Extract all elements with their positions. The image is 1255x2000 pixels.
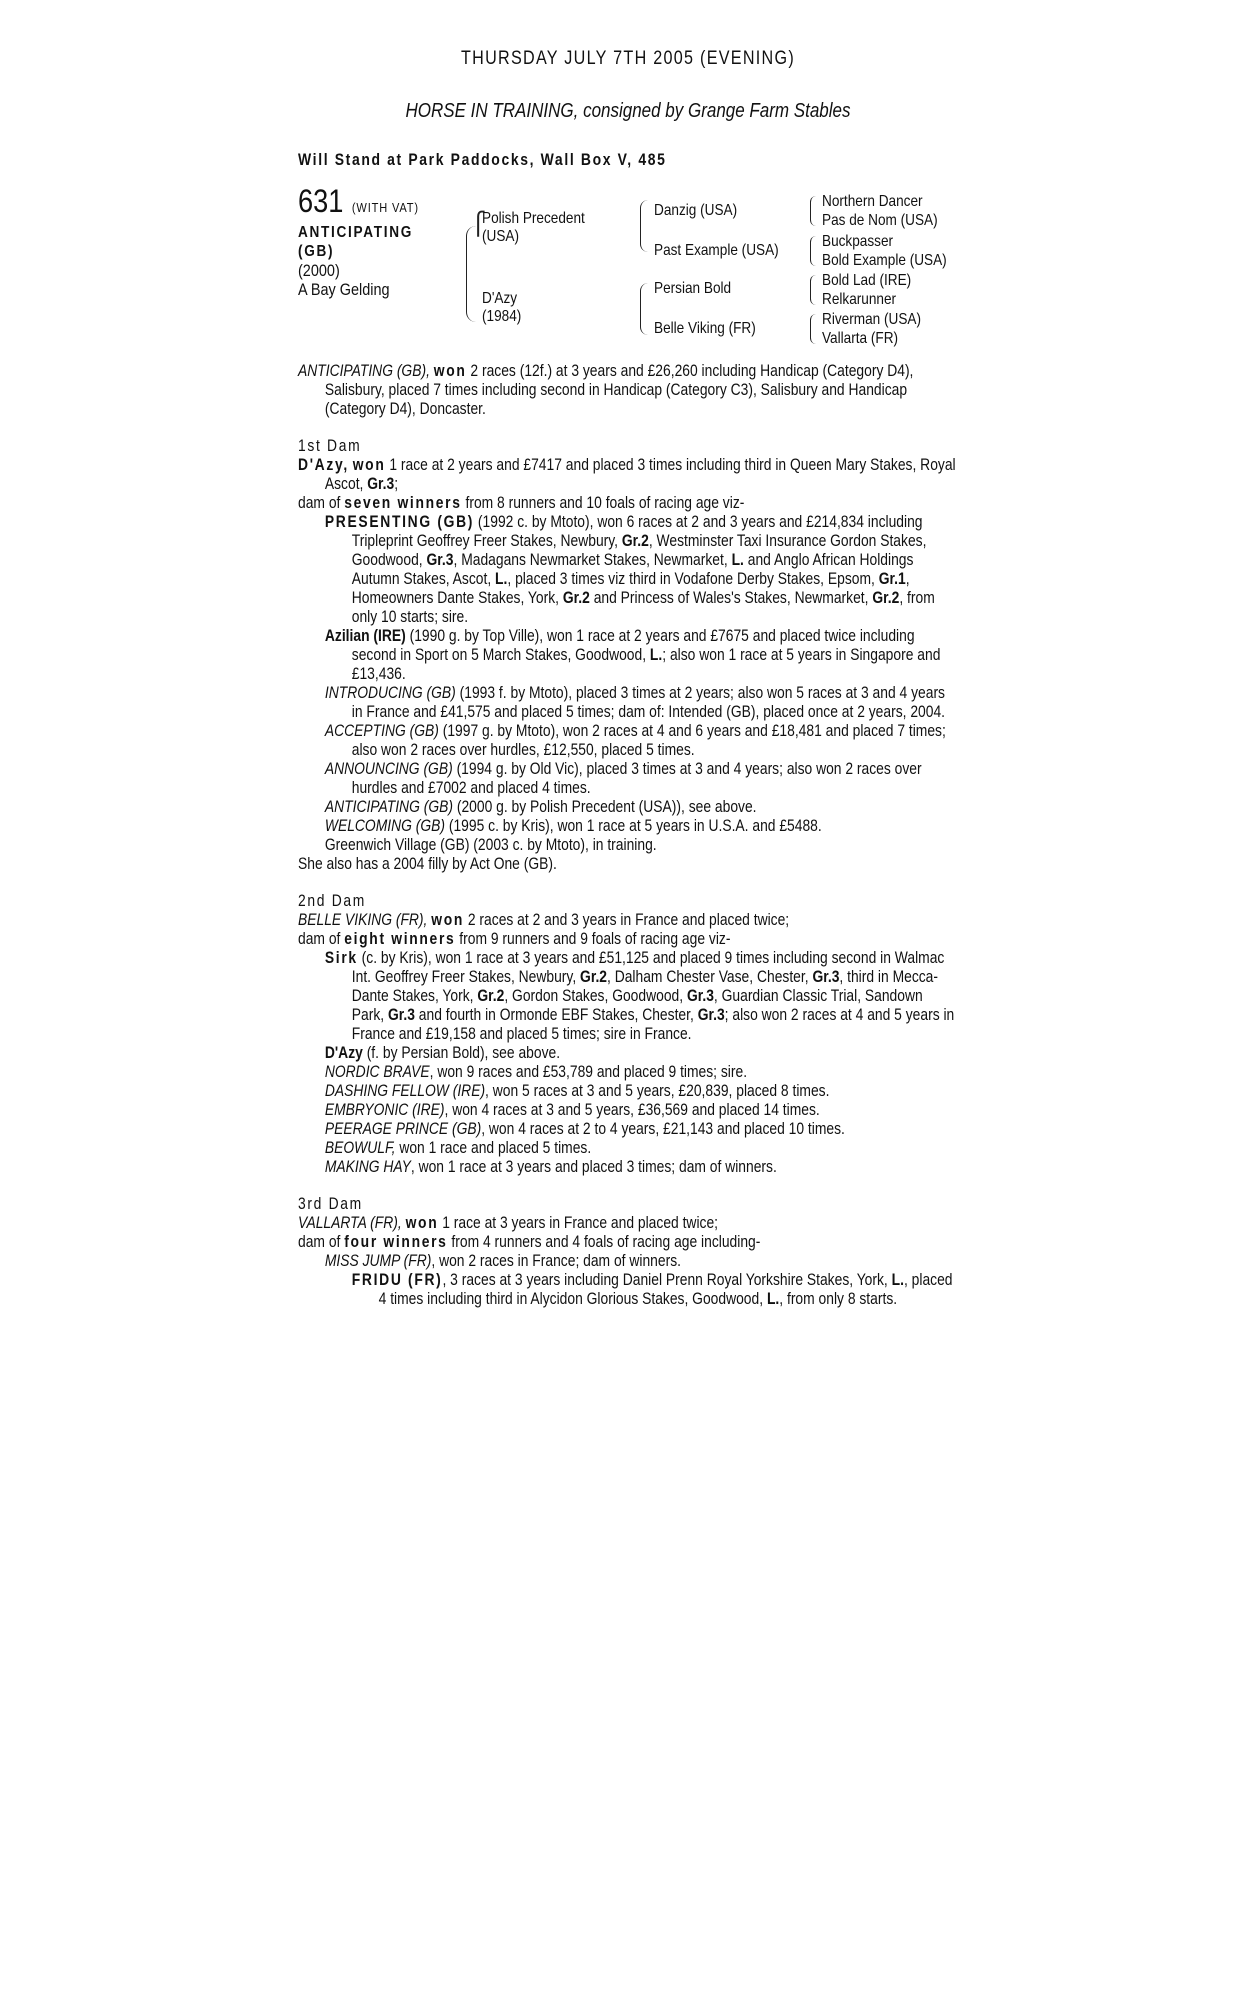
produce-accepting [298, 722, 957, 760]
produce-text: , Guardian Classic Trial, Sandown Park, [351, 987, 923, 1024]
dss: Bold Lad (IRE) [822, 272, 912, 289]
produce-nordic-brave [298, 1063, 957, 1082]
produce-text: , won 4 races at 3 and 5 years, £36,569 and placed 14 times. [444, 1101, 820, 1119]
produce-text: (1993 f. by Mtoto), placed 3 times at 2 years; also won 5 races at 3 and 4 years in France and £41,575 and placed 5 times; dam of: Intended (GB), placed once at 2 years, 2004. [351, 684, 946, 721]
dam-year: (1984) [482, 308, 522, 325]
grade: Gr.3 [686, 987, 714, 1005]
sire-line-brace [640, 200, 649, 252]
dam-sire: Persian Bold [654, 280, 732, 297]
dsd: Relkarunner [822, 291, 897, 308]
grade: Gr.2 [580, 968, 608, 986]
produce-dazy [298, 1044, 957, 1063]
produce-announcing [298, 760, 957, 798]
sire-country: (USA) [482, 228, 520, 245]
produce-fridu [298, 1271, 957, 1309]
produce-anticipating [298, 798, 957, 817]
first-dam-title: 1st Dam [298, 437, 362, 455]
dds: Riverman (USA) [822, 311, 921, 328]
sire [482, 210, 585, 246]
produce-name: ANTICIPATING (GB) [324, 798, 453, 816]
grade: Gr.2 [872, 589, 900, 607]
damof-pre: dam of [298, 1233, 341, 1251]
body-condensed [298, 362, 957, 1309]
produce-text: , from only 10 starts; sire. [351, 589, 935, 626]
won-word: won [433, 362, 467, 380]
ddd: Vallarta (FR) [822, 330, 899, 347]
won-word: won [405, 1214, 439, 1232]
horse-country: (GB) [298, 243, 335, 260]
produce-greenwich-village [298, 836, 957, 855]
won-word: won [431, 911, 465, 929]
grade: Gr.3 [387, 1006, 415, 1024]
produce-text: , 3 races at 3 years including Daniel Prenn Royal Yorkshire Stakes, York, [442, 1271, 888, 1289]
first-dam-name: D'Azy, [298, 456, 349, 474]
sss: Northern Dancer [822, 193, 923, 210]
produce-sirk [298, 949, 957, 1044]
gen3-brace-2 [810, 236, 817, 266]
winners-count: four winners [344, 1233, 448, 1251]
horse-summary [298, 362, 957, 419]
sire-bracket: ⎧ [470, 212, 487, 237]
produce-text: , Gordon Stakes, Goodwood, [504, 987, 684, 1005]
second-dam-text: 2 races at 2 and 3 years in France and placed twice; [467, 911, 790, 929]
produce-azilian [298, 627, 957, 684]
third-dam-text: 1 race at 3 years in France and placed twice; [442, 1214, 719, 1232]
gen3-brace-4 [810, 314, 817, 344]
produce-text: , Homeowners Dante Stakes, York, [351, 570, 910, 607]
dam-dam: Belle Viking (FR) [654, 320, 756, 337]
produce-text: won 1 race and placed 5 times. [399, 1139, 592, 1157]
produce-name: FRIDU (FR) [351, 1271, 443, 1289]
dam-line-brace [640, 283, 649, 335]
grade: Gr.1 [878, 570, 906, 588]
won-word: won [352, 456, 386, 474]
sire-name: Polish Precedent [482, 210, 585, 227]
listed: L. [649, 646, 663, 664]
third-dam-record [298, 1214, 957, 1233]
listed: L. [766, 1290, 780, 1308]
sdd: Bold Example (USA) [822, 252, 947, 269]
listed: L. [891, 1271, 904, 1289]
produce-text: , won 5 races at 3 and 5 years, £20,839, placed 8 times. [485, 1082, 830, 1100]
produce-text: (c. by Kris), won 1 race at 3 years and £51,125 and placed 9 times including second in Walmac Int. Geoffrey Freer Stakes, Newbury, [351, 949, 945, 986]
grade: Gr.3 [812, 968, 840, 986]
sire-dam: Past Example (USA) [654, 242, 779, 259]
horse-summary-text: 2 races (12f.) at 3 years and £26,260 including Handicap (Category D4), Salisbury, placed 7 times including second in Handicap (Category C3), Salisbury and Handicap (Category D4), Doncaster. [324, 362, 914, 418]
second-dam-title: 2nd Dam [298, 892, 367, 910]
produce-text: ; also won 2 races at 4 and 5 years in France and £19,158 and placed 5 times; sire in France. [351, 1006, 955, 1043]
produce-text: , won 4 races at 2 to 4 years, £21,143 and placed 10 times. [481, 1120, 845, 1138]
produce-text: and fourth in Ormonde EBF Stakes, Chester, [418, 1006, 694, 1024]
produce-name: MISS JUMP (FR) [324, 1252, 432, 1270]
produce-text: ; also won 1 race at 5 years in Singapore and £13,436. [351, 646, 941, 683]
produce-name: ACCEPTING (GB) [324, 722, 439, 740]
produce-name: NORDIC BRAVE [324, 1063, 430, 1081]
ssd: Pas de Nom (USA) [822, 212, 938, 229]
produce-name: PEERAGE PRINCE (GB) [324, 1120, 482, 1138]
sds: Buckpasser [822, 233, 894, 250]
first-dam-record [298, 456, 957, 494]
produce-name: INTRODUCING (GB) [324, 684, 456, 702]
punct: ; [394, 475, 399, 493]
horse-name: ANTICIPATING [298, 224, 414, 241]
damof-post: from 8 runners and 10 foals of racing age viz- [465, 494, 745, 512]
consignor-line: HORSE IN TRAINING, consigned by Grange Farm Stables [405, 100, 851, 122]
second-dam-produce-summary [298, 930, 957, 949]
produce-peerage-prince [298, 1120, 957, 1139]
grade: Gr.2 [477, 987, 505, 1005]
produce-embryonic [298, 1101, 957, 1120]
first-dam-produce-summary [298, 494, 957, 513]
produce-text: , Westminster Taxi Insurance Gordon Stakes, Goodwood, [351, 532, 927, 569]
produce-presenting [298, 513, 957, 627]
produce-name: D'Azy [324, 1044, 363, 1062]
winners-count: seven winners [344, 494, 462, 512]
produce-text: , placed 3 times viz third in Vodafone Derby Stakes, Epsom, [507, 570, 875, 588]
lot-info [298, 183, 440, 299]
horse-description: A Bay Gelding [298, 280, 390, 299]
produce-text: (2000 g. by Polish Precedent (USA)), see above. [456, 798, 757, 816]
grade: Gr.3 [367, 475, 395, 493]
produce-text: , won 1 race at 3 years and placed 3 times; dam of winners. [410, 1158, 777, 1176]
third-dam-title: 3rd Dam [298, 1195, 363, 1213]
produce-text: (1990 g. by Top Ville), won 1 race at 2 years and £7675 and placed twice including second in Sport on 5 March Stakes, Goodwood, [351, 627, 915, 664]
lot-number-row [298, 183, 419, 219]
second-dam-name: BELLE VIKING (FR), [298, 911, 428, 929]
produce-name: DASHING FELLOW (IRE) [324, 1082, 486, 1100]
horse-summary-name: ANTICIPATING (GB), [298, 362, 430, 380]
third-dam-name: VALLARTA (FR), [298, 1214, 402, 1232]
pedigree-main-brace [466, 226, 477, 322]
produce-beowulf [298, 1139, 957, 1158]
first-dam-text: 1 race at 2 years and £7417 and placed 3 times including third in Queen Mary Stakes, Royal Ascot, [324, 456, 956, 493]
grade: Gr.3 [426, 551, 454, 569]
listed: L. [731, 551, 744, 569]
produce-text: , from only 8 starts. [779, 1290, 898, 1308]
gen3-brace-3 [810, 275, 817, 305]
dam-name: D'Azy [482, 290, 518, 307]
produce-text: (1995 c. by Kris), won 1 race at 5 years in U.S.A. and £5488. [448, 817, 822, 835]
produce-introducing [298, 684, 957, 722]
horse-year: (2000) [298, 261, 340, 280]
produce-text: , Dalham Chester Vase, Chester, [607, 968, 809, 986]
produce-dashing-fellow [298, 1082, 957, 1101]
damof-pre: dam of [298, 494, 341, 512]
produce-text: (1997 g. by Mtoto), won 2 races at 4 and 6 years and £18,481 and placed 7 times; also won 2 races over hurdles, £12,550, placed 5 times. [351, 722, 946, 759]
produce-name: EMBRYONIC (IRE) [324, 1101, 445, 1119]
stable-location-text: Will Stand at Park Paddocks, Wall Box V, 485 [298, 150, 667, 169]
dam [482, 290, 521, 326]
produce-text: , third in Mecca-Dante Stakes, York, [351, 968, 939, 1005]
lot-number: 631 [298, 183, 344, 219]
winners-count: eight winners [344, 930, 456, 948]
produce-miss-jump [298, 1252, 957, 1271]
produce-welcoming [298, 817, 957, 836]
grade: Gr.2 [621, 532, 649, 550]
produce-making-hay [298, 1158, 957, 1177]
produce-text: , Madagans Newmarket Stakes, Newmarket, [453, 551, 728, 569]
produce-text: , won 9 races and £53,789 and placed 9 times; sire. [429, 1063, 748, 1081]
grade: Gr.3 [697, 1006, 725, 1024]
produce-text: and Princess of Wales's Stakes, Newmarket, [593, 589, 869, 607]
second-dam-record [298, 911, 957, 930]
produce-text: Greenwich Village (GB) (2003 c. by Mtoto), in training. [324, 836, 657, 854]
produce-text: , won 2 races in France; dam of winners. [431, 1252, 681, 1270]
stable-location [298, 150, 747, 170]
produce-name: BEOWULF, [324, 1139, 396, 1157]
produce-text: (f. by Persian Bold), see above. [366, 1044, 561, 1062]
produce-name: MAKING HAY [324, 1158, 411, 1176]
sire-sire: Danzig (USA) [654, 202, 738, 219]
damof-pre: dam of [298, 930, 341, 948]
produce-name: ANNOUNCING (GB) [324, 760, 453, 778]
grade: Gr.2 [562, 589, 590, 607]
produce-name: PRESENTING (GB) [324, 513, 475, 531]
produce-text: and Anglo African Holdings Autumn Stakes, Ascot, [351, 551, 914, 588]
lot-name-block [298, 223, 419, 299]
produce-text: (1992 c. by Mtoto), won 6 races at 2 and 3 years and £214,834 including Tripleprint Geoffrey Freer Stakes, Newbury, [351, 513, 923, 550]
third-dam-produce-summary [298, 1233, 957, 1252]
produce-name: Sirk [324, 949, 358, 967]
damof-post: from 4 runners and 4 foals of racing age including- [451, 1233, 761, 1251]
listed: L. [495, 570, 508, 588]
produce-name: WELCOMING (GB) [324, 817, 445, 835]
first-dam-also: She also has a 2004 filly by Act One (GB). [298, 855, 557, 873]
produce-text: (1994 g. by Old Vic), placed 3 times at 3 and 4 years; also won 2 races over hurdles and £7002 and placed 4 times. [351, 760, 922, 797]
damof-post: from 9 runners and 9 foals of racing age viz- [459, 930, 731, 948]
gen3-brace-1 [810, 196, 817, 226]
produce-text: , placed 4 times including third in Alycidon Glorious Stakes, Goodwood, [378, 1271, 953, 1308]
sale-date: THURSDAY JULY 7TH 2005 (EVENING) [461, 48, 795, 69]
lot-vat: (WITH VAT) [351, 200, 419, 215]
produce-name: Azilian (IRE) [324, 627, 406, 645]
catalogue-body [298, 362, 958, 1309]
